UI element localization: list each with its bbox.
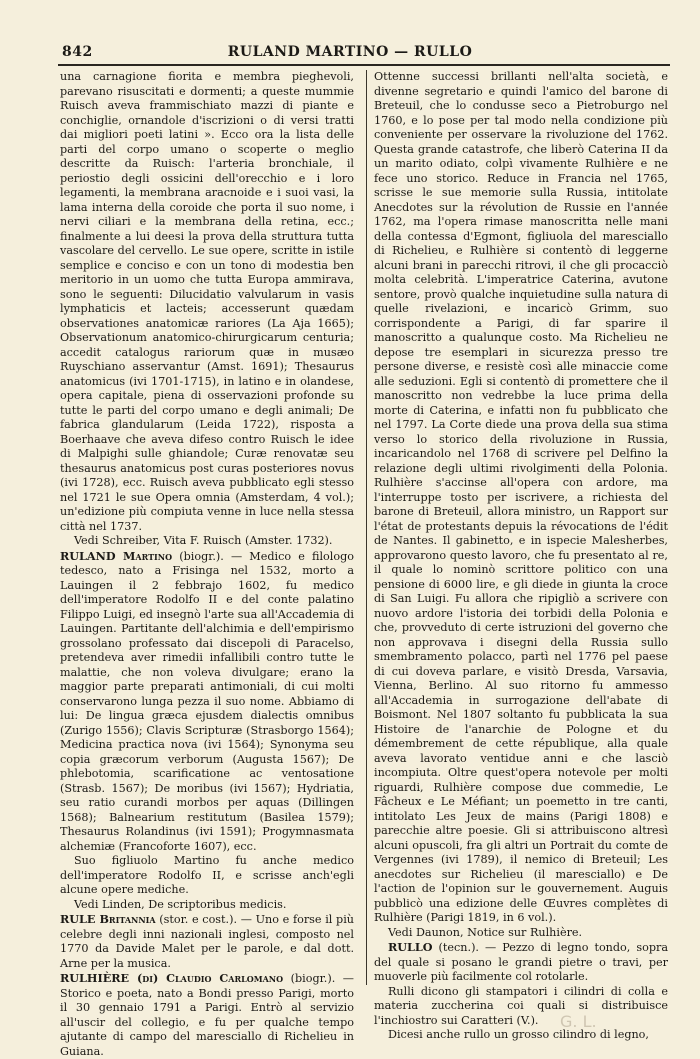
ruisch-paragraph: una carnagione fiorita e membra pieghevoli, parevano risuscitati e dormenti; a queste mummie Ruisch aveva frammischiato mazzi di piante e conchiglie, ornandole d'iscrizioni o di versi tratti dai migliori poeti latini ». Ecco ora la lista delle parti del corpo umano o scoperte o meglio descritte da Ruisch: l'arteria bronchiale, il periostio degli ossicini dell'orecchio e i loro legamenti, la membrana aracnoide e i suoi vasi, la lama interna della coroide che porta il suo nome, i nervi ciliari e la membrana della retina, ecc.; finalmente a lui deesi la prova della struttura tutta vascolare del cervello. Le sue opere, scritte in istile semplice e conciso e con un tono di modestia ben meritorio in un uomo che tutta Europa ammirava, sono le seguenti: Dilucidatio valvularum in vasis lymphaticis et lacteis; accesserunt quædam observationes anatomicæ rariores (La Aja 1665); Observationum anatomico-chirurgicarum centuria; accedit catalogus rariorum quæ in musæo Ruyschiano asservantur (Amst. 1691); Thesaurus anatomicus (ivi 1701-1715), in latino e in olandese, opera capitale, piena di osservazioni profonde su tutte le parti del corpo umano e degli animali; De fabrica glandularum (Leida 1722), risposta a Boerhaave che aveva difeso contro Ruisch le idee di Malpighi sulle ghiandole; Curæ renovatæ seu thesaurus anatomicus post curas posteriores novus (ivi 1728), ecc. Ruisch aveva pubblicato egli stesso nel 1721 le sue Opera omnia (Amsterdam, 4 vol.); un'edizione più compiuta venne in luce nella stessa città nel 1737. xyxy=(60,70,354,533)
watermark: G. L. xyxy=(560,1012,597,1031)
entry-rulhiere-body: (biogr.). — Storico e poeta, nato a Bondi presso Parigi, morto il 30 gennaio 1791 a Parigi. Entrò al servizio all'uscir del collegio, e fu per qualche tempo ajutante di campo del maresciallo di Richelieu in Guiana. xyxy=(60,972,354,1058)
entry-rulhiere-head: RULHIÈRE (di) Claudio Carlomano xyxy=(60,971,284,985)
rulhiere-reference: Vedi Daunon, Notice sur Rulhière. xyxy=(388,925,583,939)
entry-rullo-head: RULLO xyxy=(388,940,433,954)
entry-rullo-body: (tecn.). — Pezzo di legno tondo, sopra del quale si posano le grandi pietre o travi, per muoverle più facilmente col rotolarle. xyxy=(374,941,668,983)
entry-rulhiere xyxy=(60,971,354,1059)
entry-rule-head: RULE Britannia xyxy=(60,912,156,926)
running-title: RULAND MARTINO — RULLO xyxy=(227,44,473,60)
page-number: 842 xyxy=(62,44,93,60)
dicesi-paragraph: Dicesi anche rullo un grosso cilindro di legno, xyxy=(388,1028,649,1041)
left-column xyxy=(60,70,354,1058)
rulhiere-continued: Ottenne successi brillanti nell'alta società, e divenne segretario e quindi l'amico del barone di Breteuil, che lo condusse seco a Pietroburgo nel 1760, e lo pose per tal modo nella condizione più conveniente per osservare la rivoluzione del 1762. Questa grande catastrofe, che liberò Caterina II da un marito odiato, colpì vivamente Rulhière e ne fece uno storico. Reduce in Francia nel 1765, scrisse le sue memorie sulla Russia, intitolate Anecdotes sur la révolution de Russie en l'année 1762, ma l'opera rimase manoscritta nelle mani della contessa d'Egmont, figliuola del maresciallo di Richelieu, e Rulhière si contentò di leggerne alcuni brani in parecchi ritrovi, il che gli procacciò molta celebrità. L'imperatrice Caterina, avutone sentore, provò qualche inquietudine sulla natura di quelle rivelazioni, e incaricò Grimm, suo corrispondente a Parigi, di far sparire il manoscritto a qualunque costo. Ma Richelieu ne depose tre esemplari in sicurezza presso tre persone diverse, e resistè così alle minaccie come alle seduzioni. Egli si contentò di promettere che il manoscritto non vedrebbe la luce prima della morte di Caterina, e infatti non fu pubblicato che nel 1797. La Corte diede una prova della sua stima verso lo storico della rivoluzione in Russia, incaricandolo nel 1768 di scrivere pel Delfino la relazione degli ultimi rivolgimenti della Polonia. Rulhière s'accinse all'opera con ardore, ma l'interruppe tosto per iscrivere, a richiesta del barone di Breteuil, allora ministro, un Rapport sur l'état de protestants depuis la révocations de l'édit de Nantes. Il gabinetto, e in ispecie Malesherbes, approvarono questo lavoro, che fu presentato al re, il quale lo nominò scrittore politico con una pensione di 6000 lire, e gli diede in giunta la croce di San Luigi. Fu allora che ripigliò a scrivere con nuovo ardore l'istoria dei torbidi della Polonia e che, provveduto di certe istruzioni del governo che non approvava i disegni della Russia sullo smembramento polacco, partì nel 1776 pel paese di cui doveva parlare, e visitò Dresda, Varsavia, Vienna, Berlino. Al suo ritorno fu ammesso all'Accademia in surrogazione dell'abate di Boismont. Nel 1807 soltanto fu pubblicata la sua Histoire de l'anarchie de Pologne et du démembrement de cette république, alla quale aveva lavorato ventidue anni e che lasciò incompiuta. Oltre quest'opera notevole per molti riguardi, Rulhière compose due commedie, Le Fâcheux e Le Méfiant; un poemetto in tre canti, intitolato Les Jeux de mains (Parigi 1808) e parecchie altre poesie. Gli si attribuiscono altresì alcuni opuscoli, fra gli altri un Portrait du comte de Vergennes (ivi 1789), il nemico di Breteuil; Les anecdotes sur Richelieu (il maresciallo) e De l'action de l'opinion sur le gouvernement. Auguis pubblicò una edizione delle Œuvres complètes di Rulhière (Parigi 1819, in 6 vol.). xyxy=(374,70,668,924)
ruland-reference: Vedi Linden, De scriptoribus medicis. xyxy=(74,897,287,911)
entry-ruland-head: RULAND Martino xyxy=(60,548,173,563)
rulli-paragraph: Rulli dicono gli stampatori i cilindri di colla e materia zuccherina coi quali si distribuisce l'inchiostro sui Caratteri (V.). xyxy=(374,984,668,1027)
column-divider xyxy=(366,70,367,985)
right-column xyxy=(374,70,668,1041)
ruisch-reference: Vedi Schreiber, Vita F. Ruisch (Amster. 1732). xyxy=(74,534,333,547)
entry-ruland xyxy=(60,549,354,855)
entry-ruland-body: (biogr.). — Medico e filologo tedesco, nato a Frisinga nel 1532, morto a Lauingen il 2 febbrajo 1602, fu medico dell'imperatore Rodolfo II e del conte palatino Filippo Luigi, ed insegnò l'arte sua all'Accademia di Lauingen. Partitante dell'alchimia e dell'empirismo grossolano professato dai discepoli di Paracelso, pretendeva aver rimedii infallibili contro tutte le malattie, che non voleva divulgare; erano la maggior parte preparati antimoniali, di cui molti conservarono lunga pezza il suo nome. Abbiamo di lui: De lingua græca ejusdem dialectis omnibus (Zurigo 1556); Clavis Scripturæ (Strasborgo 1564); Medicina practica nova (ivi 1564); Synonyma seu copia græcorum verborum (Augusta 1567); De phlebotomia, scarificatione ac ventosatione (Strasb. 1567); De moribus (ivi 1567); Hydriatia, seu ratio curandi morbos per aquas (Dillingen 1568); Balnearium restitutum (Basilea 1579); Thesaurus Rolandinus (ivi 1591); Progymnasmata alchemiæ (Francoforte 1607), ecc. xyxy=(60,549,354,853)
header-rule xyxy=(58,64,670,66)
entry-rule-body: (stor. e cost.). — Uno e forse il più celebre degli inni nazionali inglesi, composto nel 1770 da Davide Malet per le parole, e dal dott. Arne per la musica. xyxy=(60,913,354,970)
entry-rule-britannia xyxy=(60,912,354,971)
entry-rullo xyxy=(374,940,668,985)
ruland-son-paragraph: Suo figliuolo Martino fu anche medico dell'imperatore Rodolfo II, e scrisse anch'egli alcune opere mediche. xyxy=(60,854,354,896)
